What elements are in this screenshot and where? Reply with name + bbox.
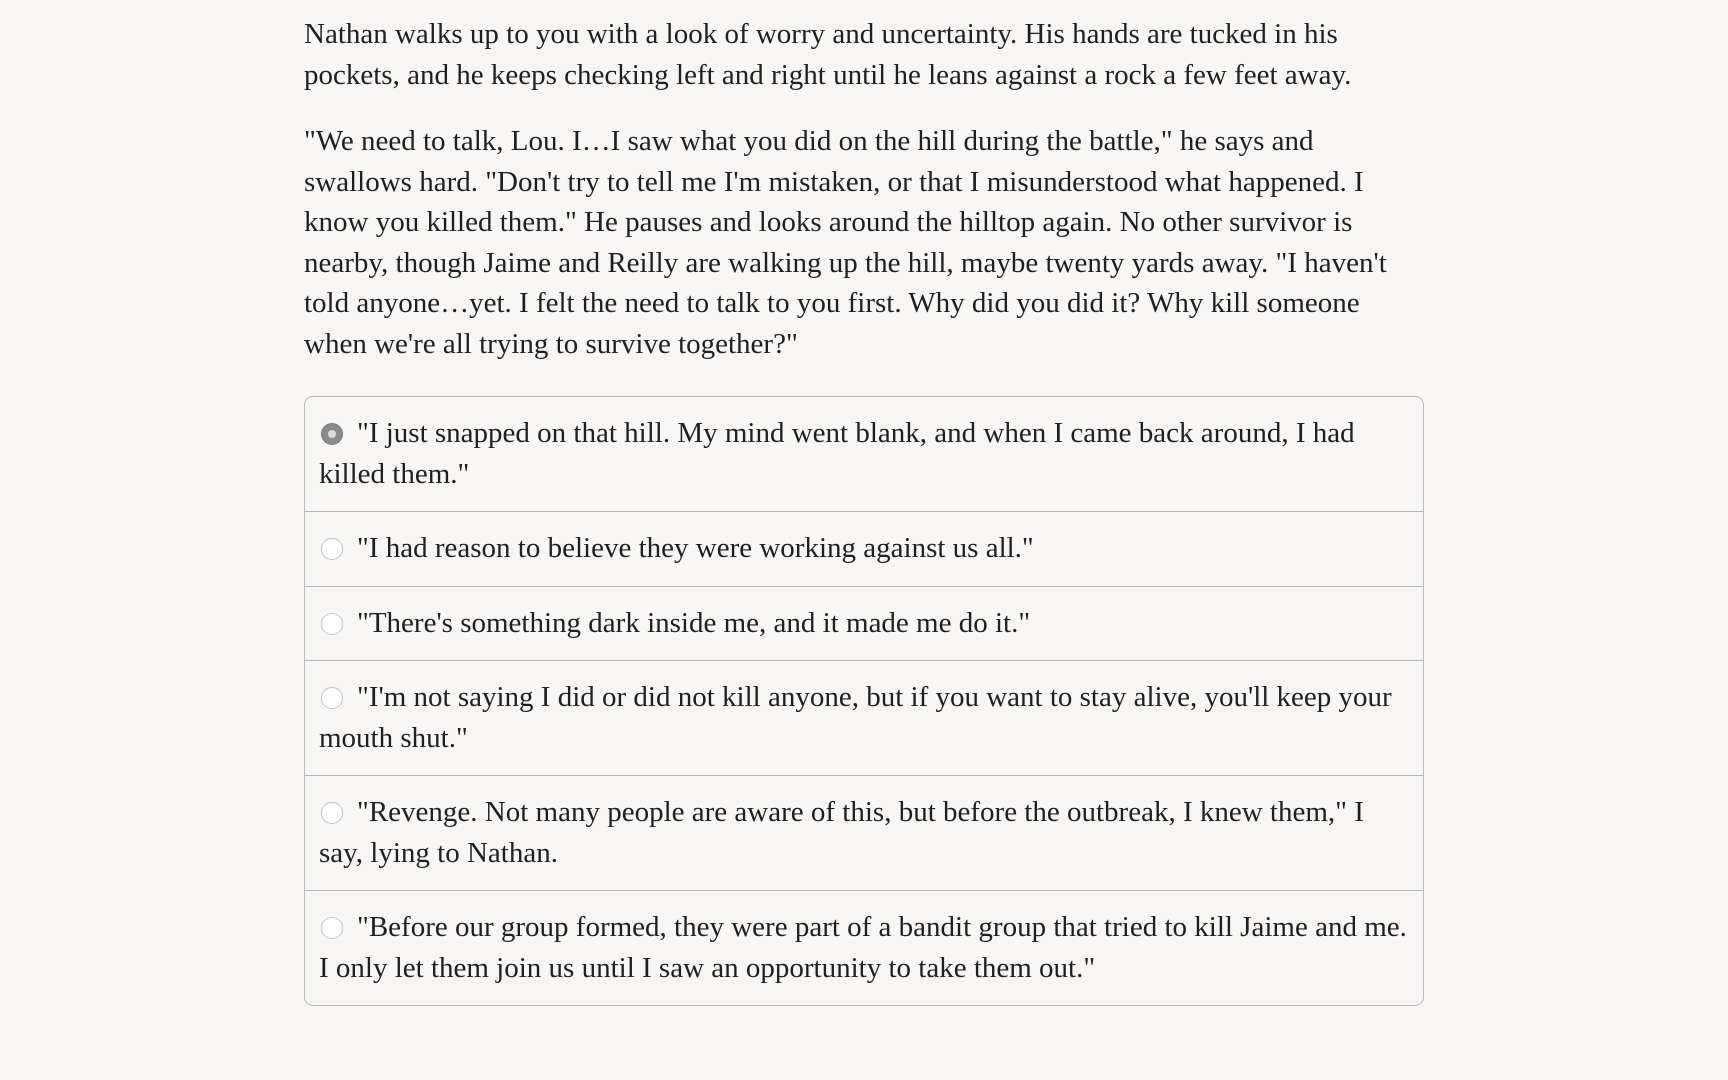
choice-label: "There's something dark inside me, and it made me do it."	[357, 606, 1031, 639]
radio-unselected-icon[interactable]	[321, 917, 343, 939]
radio-unselected-icon[interactable]	[321, 687, 343, 709]
choice-option-3[interactable]	[305, 586, 1423, 661]
radio-selected-icon[interactable]	[321, 423, 343, 445]
radio-unselected-icon[interactable]	[321, 613, 343, 635]
choice-option-5[interactable]	[305, 775, 1423, 890]
choice-option-2[interactable]	[305, 511, 1423, 586]
choice-label: "I just snapped on that hill. My mind went blank, and when I came back around, I had killed them."	[319, 417, 1355, 490]
choice-label: "I had reason to believe they were working against us all."	[357, 532, 1034, 564]
choice-list	[304, 396, 1424, 1006]
story-paragraph: "We need to talk, Lou. I…I saw what you did on the hill during the battle," he says and swallows hard. "Don't try to tell me I'm mistaken, or that I misunderstood what happened. I know you killed them." He pauses and looks around the hilltop again. No other survivor is nearby, though Jaime and Reilly are walking up the hill, maybe twenty yards away. "I haven't told anyone…yet. I felt the need to talk to you first. Why did you did it? Why kill someone when we're all trying to survive together?"	[304, 125, 1387, 360]
choice-label: "I'm not saying I did or did not kill anyone, but if you want to stay alive, you'll keep your mouth shut."	[319, 681, 1392, 754]
choice-label: "Before our group formed, they were part of a bandit group that tried to kill Jaime and me. I only let them join us until I saw an opportunity to take them out."	[319, 911, 1407, 984]
choice-label: "Revenge. Not many people are aware of this, but before the outbreak, I knew them," I say, lying to Nathan.	[319, 796, 1364, 869]
choice-option-4[interactable]	[305, 660, 1423, 775]
radio-unselected-icon[interactable]	[321, 538, 343, 560]
choice-option-6[interactable]	[305, 890, 1423, 1005]
story-content	[304, 14, 1424, 1006]
radio-unselected-icon[interactable]	[321, 802, 343, 824]
choice-option-1[interactable]	[305, 397, 1423, 511]
story-paragraph: Nathan walks up to you with a look of worry and uncertainty. His hands are tucked in his pockets, and he keeps checking left and right until he leans against a rock a few feet away.	[304, 18, 1352, 91]
